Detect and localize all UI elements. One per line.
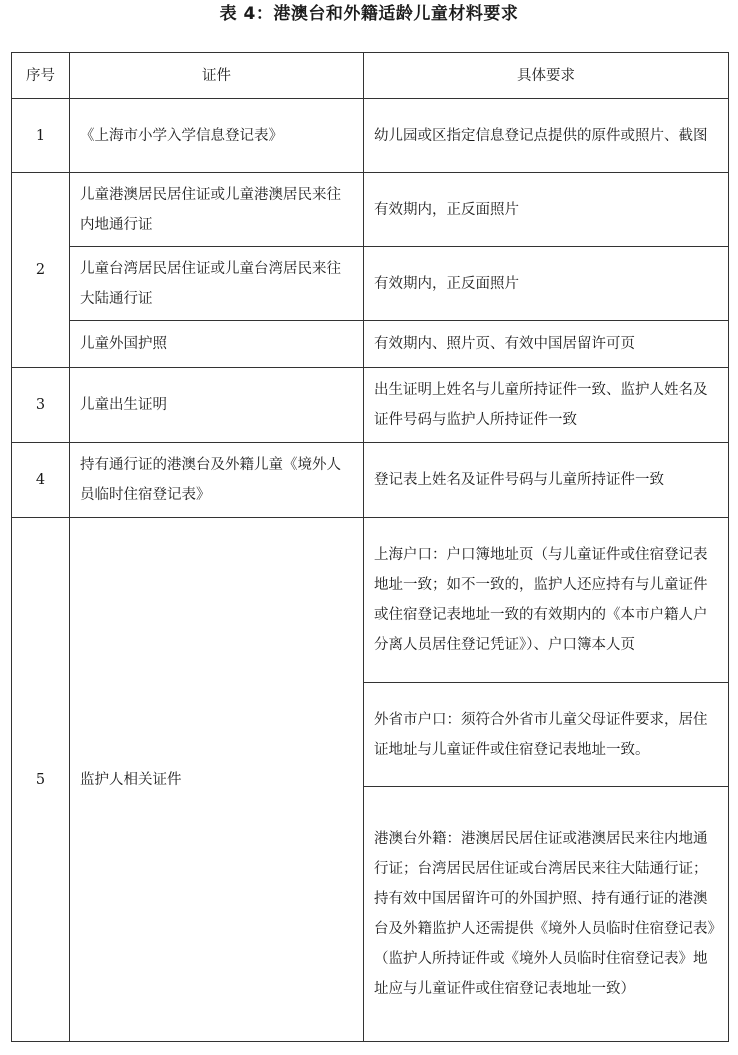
document-cell: 监护人相关证件 xyxy=(70,518,364,1042)
row-number: 3 xyxy=(12,368,70,443)
table-title: 表 4：港澳台和外籍适龄儿童材料要求 xyxy=(219,4,519,24)
row-number: 5 xyxy=(12,518,70,1042)
table-row xyxy=(12,321,729,368)
table-row xyxy=(12,368,729,443)
requirements-table xyxy=(11,52,729,1042)
requirement-cell: 上海户口：户口簿地址页（与儿童证件或住宿登记表地址一致；如不一致的，监护人还应持有与儿童证件或住宿登记表地址一致的有效期内的《本市户籍人户分离人员居住登记凭证》）、户口簿本人页 xyxy=(364,518,729,683)
document-cell: 儿童外国护照 xyxy=(70,321,364,368)
document-cell: 儿童出生证明 xyxy=(70,368,364,443)
requirement-cell: 港澳台外籍：港澳居民居住证或港澳居民来往内地通行证；台湾居民居住证或台湾居民来往大陆通行证；持有效中国居留许可的外国护照、持有通行证的港澳台及外籍监护人还需提供《境外人员临时住宿登记表》（监护人所持证件或《境外人员临时住宿登记表》地址应与儿童证件或住宿登记表地址一致） xyxy=(364,787,729,1042)
header-requirement: 具体要求 xyxy=(364,53,729,99)
requirement-cell: 出生证明上姓名与儿童所持证件一致、监护人姓名及证件号码与监护人所持证件一致 xyxy=(364,368,729,443)
document-cell: 《上海市小学入学信息登记表》 xyxy=(70,99,364,173)
requirement-cell: 登记表上姓名及证件号码与儿童所持证件一致 xyxy=(364,443,729,518)
table-header-row xyxy=(12,53,729,99)
row-number: 1 xyxy=(12,99,70,173)
document-cell: 儿童港澳居民居住证或儿童港澳居民来往内地通行证 xyxy=(70,173,364,247)
table-row xyxy=(12,99,729,173)
table-row xyxy=(12,443,729,518)
document-cell: 儿童台湾居民居住证或儿童台湾居民来往大陆通行证 xyxy=(70,247,364,321)
requirement-cell: 有效期内，正反面照片 xyxy=(364,173,729,247)
requirement-cell: 有效期内、照片页、有效中国居留许可页 xyxy=(364,321,729,368)
row-number: 4 xyxy=(12,443,70,518)
header-number: 序号 xyxy=(12,53,70,99)
header-document: 证件 xyxy=(70,53,364,99)
row-number: 2 xyxy=(12,173,70,368)
table-row xyxy=(12,173,729,247)
requirement-cell: 外省市户口：须符合外省市儿童父母证件要求，居住证地址与儿童证件或住宿登记表地址一致。 xyxy=(364,683,729,787)
requirement-cell: 有效期内，正反面照片 xyxy=(364,247,729,321)
table-row xyxy=(12,247,729,321)
table-row xyxy=(12,518,729,683)
requirement-cell: 幼儿园或区指定信息登记点提供的原件或照片、截图 xyxy=(364,99,729,173)
document-cell: 持有通行证的港澳台及外籍儿童《境外人员临时住宿登记表》 xyxy=(70,443,364,518)
